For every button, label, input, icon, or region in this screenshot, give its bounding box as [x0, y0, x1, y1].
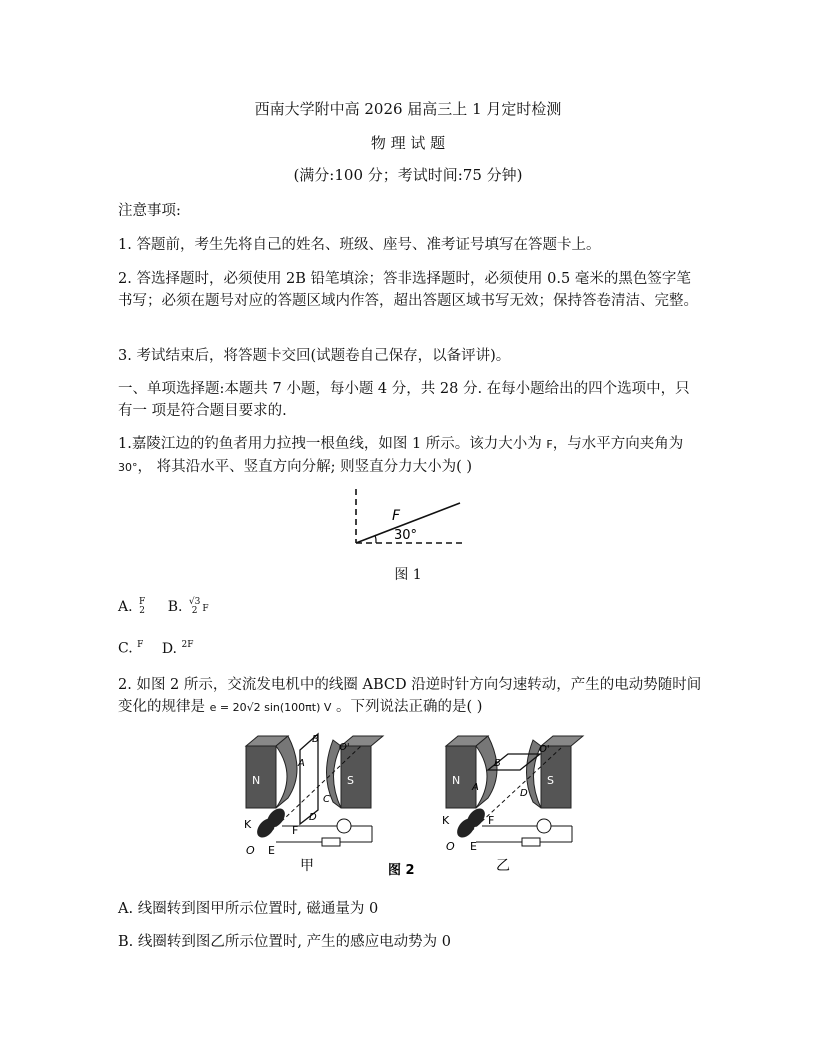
- q1-stem-part-b: ，与水平方向夹角为: [552, 436, 684, 452]
- exam-info: (满分:100 分；考试时间:75 分钟): [293, 166, 523, 184]
- q1-angle: 30°: [118, 461, 138, 474]
- q1-force-var: F: [546, 438, 553, 451]
- notice-heading: 注意事项:: [118, 203, 181, 219]
- notice-item-2: 2. 答选择题时，必须使用 2B 铅笔填涂；答非选择题时，必须使用 0.5 毫米的黑色签字笔书写；必须在题号对应的答题区域内作答，超出答题区域书写无效；保持答卷清洁、完整。: [118, 271, 698, 309]
- coil-abcd-jia: [300, 734, 318, 824]
- angle-arc: [375, 535, 376, 543]
- q1-option-b-tail: F: [202, 604, 209, 614]
- magnet-n-label: N: [252, 774, 261, 787]
- label-k: K: [244, 818, 252, 831]
- label-a: A: [298, 758, 305, 769]
- label-f: F: [292, 824, 299, 837]
- magnet-s-block: [341, 746, 371, 808]
- label-d: D: [309, 812, 317, 823]
- generator-yi: [442, 736, 583, 874]
- resistor-icon: [322, 838, 340, 846]
- question-2-stem: [118, 674, 703, 719]
- exam-title: 西南大学附中高 2026 届高三上 1 月定时检测: [254, 100, 562, 118]
- notice-item-1: 1. 答题前，考生先将自己的姓名、班级、座号、准考证号填写在答题卡上。: [118, 237, 601, 253]
- question-1-stem: [118, 433, 703, 479]
- label-d-yi: D: [520, 788, 528, 799]
- q2-option-a: A. 线圈转到图甲所示位置时, 磁通量为 0: [118, 901, 379, 917]
- magnet-n-label-yi: N: [452, 774, 461, 787]
- figure-2-generator-diagram: [236, 726, 586, 876]
- magnet-s-label: S: [347, 774, 354, 787]
- label-e: E: [268, 844, 275, 857]
- q1-option-b-denominator: 2: [191, 606, 198, 616]
- notice-item-3: 3. 考试结束后，将答题卡交回(试题卷自己保存，以备评讲)。: [118, 348, 511, 364]
- q2-option-b: B. 线圈转到图乙所示位置时, 产生的感应电动势为 0: [118, 934, 451, 950]
- label-f-yi: F: [488, 814, 495, 827]
- magnet-s-label-yi: S: [547, 774, 554, 787]
- q1-option-c-label: C.: [118, 640, 133, 657]
- generator-jia: [244, 734, 383, 874]
- label-k-yi: K: [442, 814, 450, 827]
- magnet-n-block: [246, 746, 276, 808]
- label-o-prime-yi: O': [539, 744, 550, 755]
- q1-option-c-value: F: [137, 640, 144, 650]
- meter-icon: [337, 819, 351, 833]
- label-e-yi: E: [470, 840, 477, 853]
- q2-stem-part-a: 2. 如图 2 所示，交流发电机中的线圈 ABCD 沿逆时针方向匀速转动，产生的电动势随时间变化的规律是: [118, 677, 702, 715]
- q1-stem-part-c: ， 将其沿水平、竖直方向分解; 则竖直分力大小为( ): [137, 459, 473, 475]
- q2-stem-part-b: 。下列说法正确的是( ): [336, 699, 483, 715]
- angle-label: 30°: [394, 528, 418, 543]
- q1-option-a-fraction: [139, 598, 145, 616]
- label-b-yi: B: [494, 758, 501, 769]
- section-heading: 一、单项选择题:本题共 7 小题，每小题 4 分，共 28 分. 在每小题给出的四个选项中，只有一 项是符合题目要求的.: [118, 381, 690, 419]
- figure-1-caption: 图 1: [394, 567, 422, 583]
- label-yi: 乙: [496, 858, 510, 874]
- figure-2-caption: 图 2: [388, 863, 415, 876]
- label-b: B: [312, 734, 319, 745]
- label-o-prime: O': [339, 742, 350, 753]
- exam-subtitle: 物 理 试 题: [370, 134, 446, 152]
- label-o-yi: O: [446, 840, 455, 853]
- figure-1-force-diagram: [340, 485, 480, 555]
- label-a-yi: A: [472, 782, 479, 793]
- label-o: O: [246, 844, 255, 857]
- q1-option-d-label: D.: [161, 640, 178, 657]
- q1-options-row-1: [118, 598, 209, 616]
- force-label: F: [392, 508, 401, 524]
- q1-stem-part-a: 1.嘉陵江边的钓鱼者用力拉拽一根鱼线，如图 1 所示。该力大小为: [118, 436, 542, 452]
- label-c: C: [323, 794, 330, 805]
- label-jia: 甲: [300, 858, 314, 874]
- q1-option-b-fraction: [189, 598, 200, 616]
- q1-option-b-label: B.: [167, 599, 183, 615]
- q2-emf-equation: e = 20√2 sin(100πt) V: [209, 701, 332, 714]
- q1-option-d-value: 2F: [181, 640, 194, 650]
- q1-options-row-2: [118, 640, 193, 657]
- q1-option-b-numerator: √3: [188, 597, 201, 607]
- q1-option-a-numerator: F: [139, 597, 146, 607]
- q1-option-a-label: A.: [118, 599, 133, 615]
- q1-option-a-denominator: 2: [139, 606, 145, 616]
